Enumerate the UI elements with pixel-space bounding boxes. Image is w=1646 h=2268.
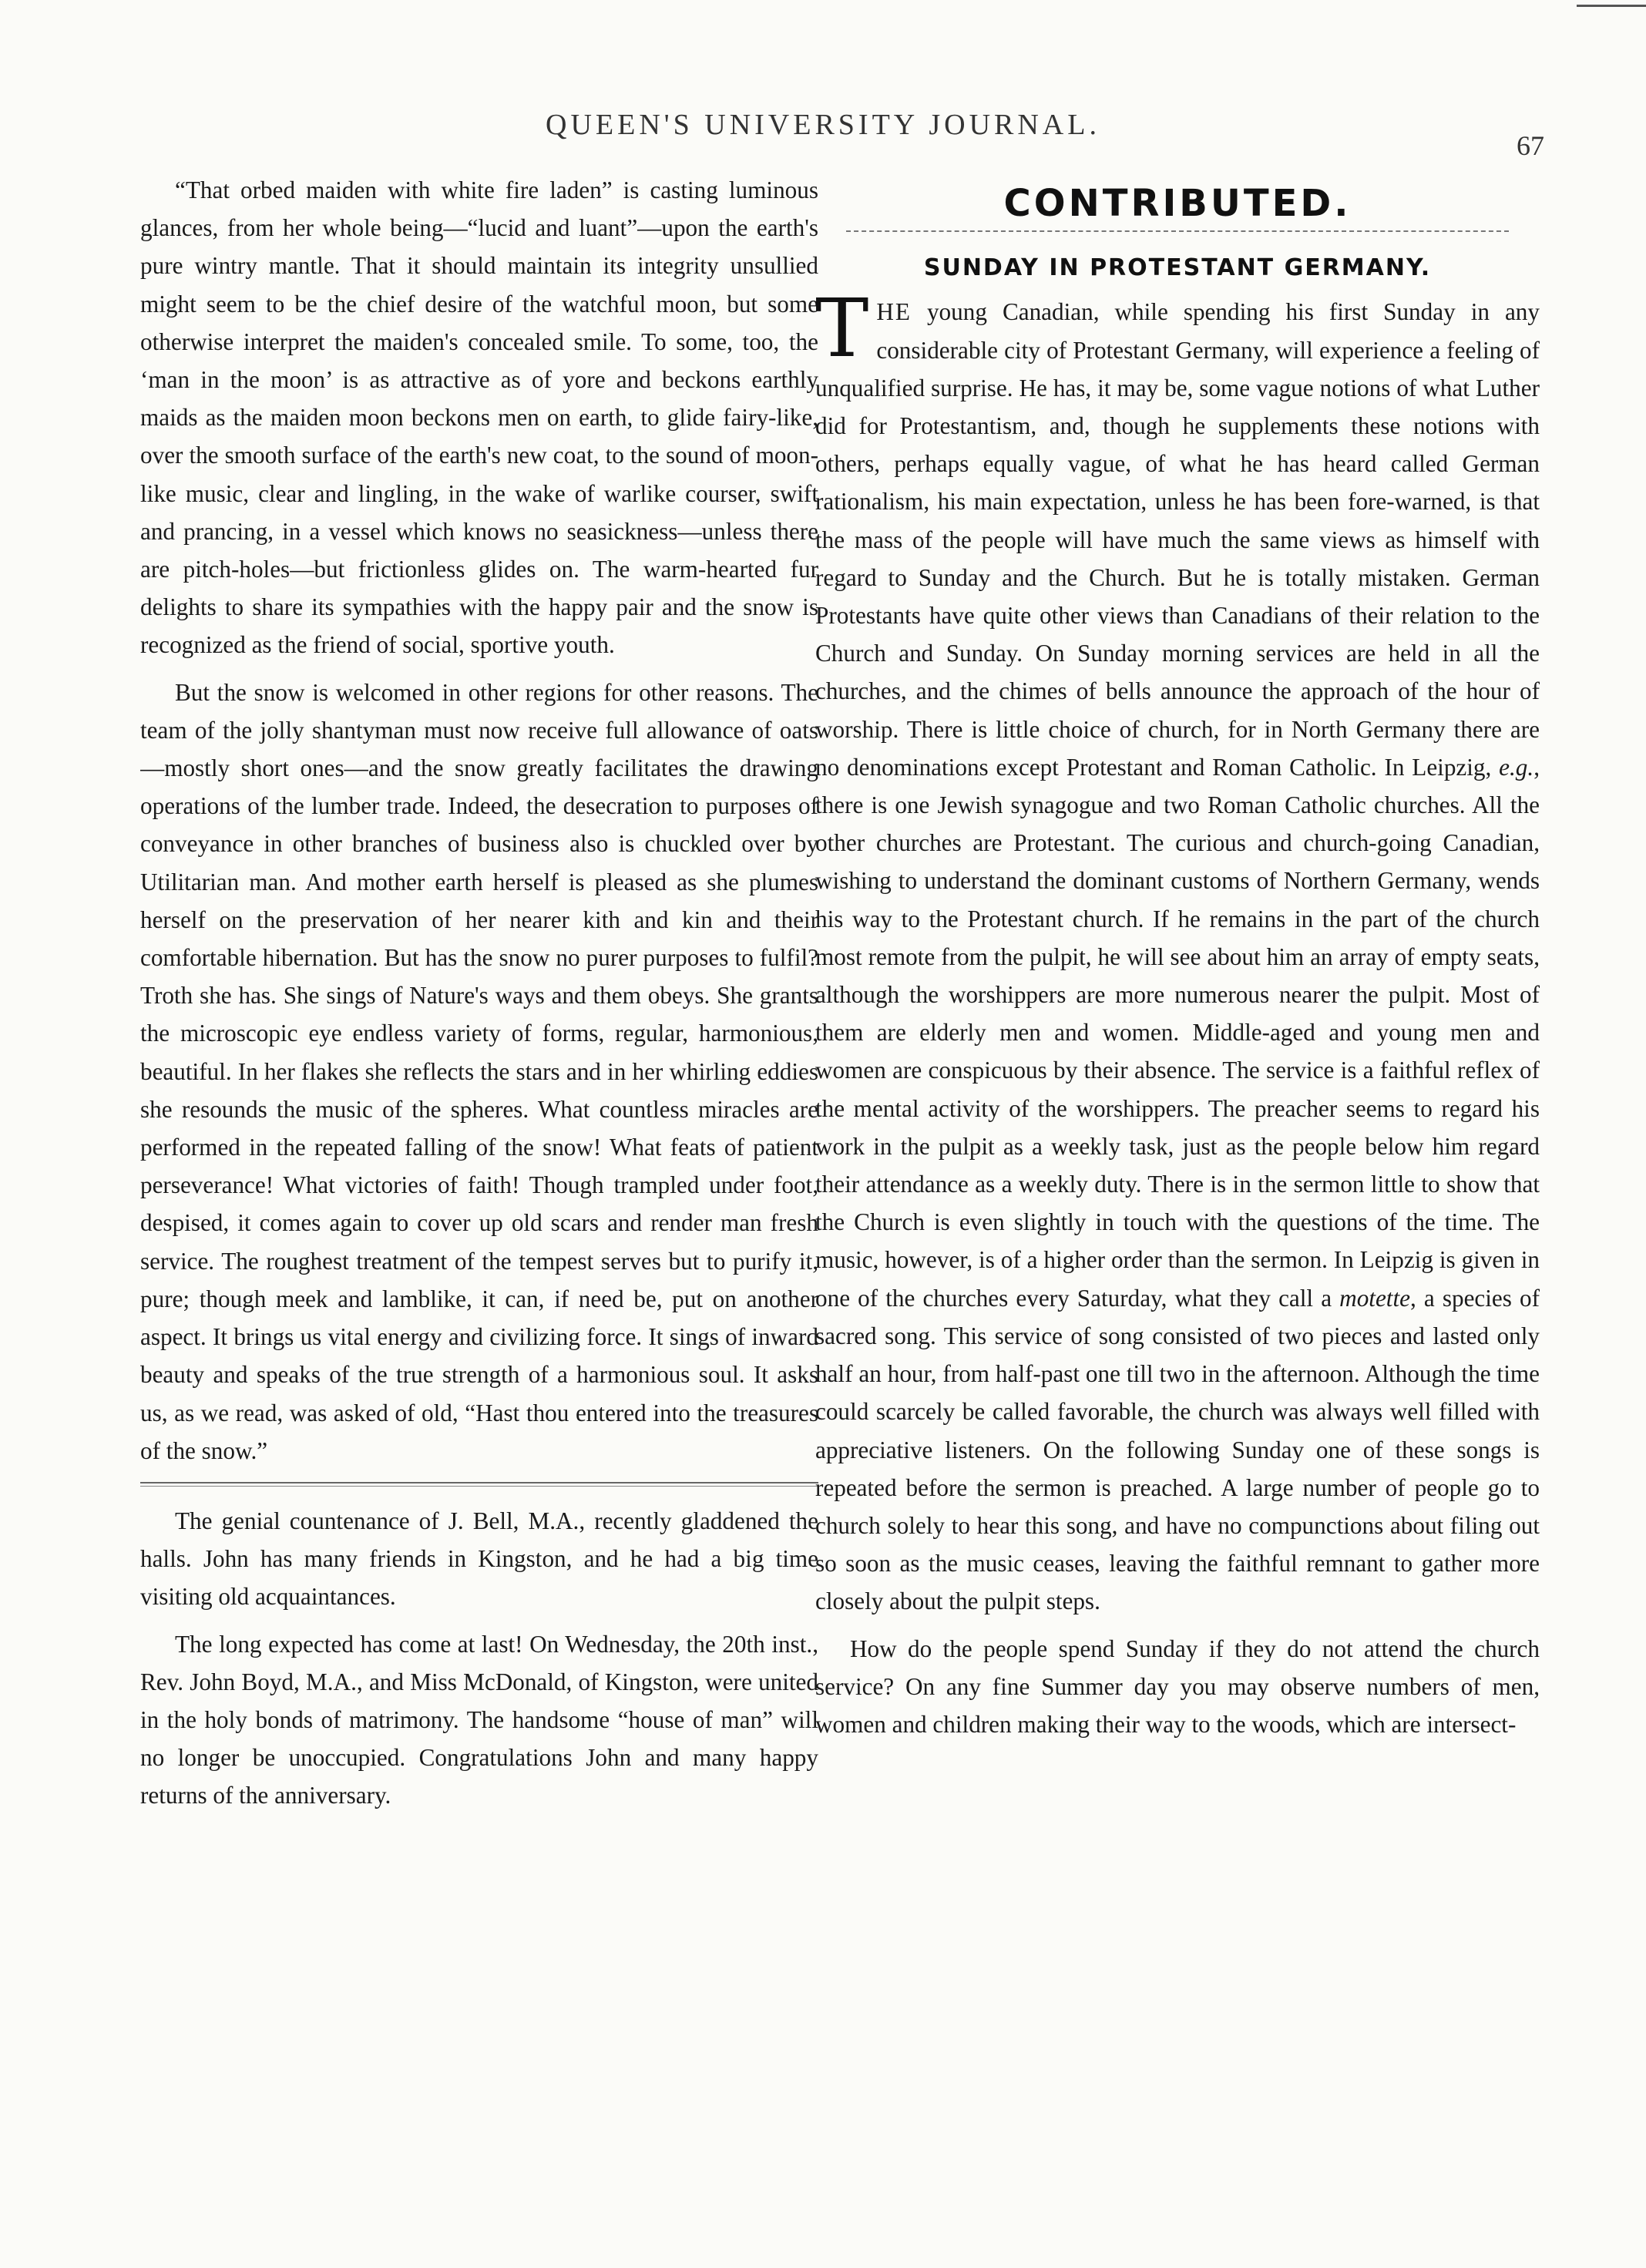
article-paragraph-2: How do the people spend Sunday if they do not attend the church service? On any fine Summer day you may observe numbers of men, women and children making their way to the woods, which are intersect- xyxy=(815,1635,1540,1738)
snow-paragraph-2: But the snow is welcomed in other regions for other reasons. The team of the jolly shantyman must now receive full allowance of oats—mostly short ones—and the snow greatly facilitates the drawing operations of the lumber trade. Indeed, the desecration to purposes of conveyance in other branches of business also is chuckled over by Utilitarian man. And mother earth herself is pleased as she plumes herself on the preservation of her nearer kith and kin and their comfortable hibernation. But has the snow no purer purposes to fulfil? Troth she has. She sings of Nature's ways and them obeys. She grants the microscopic eye endless variety of forms, regular, harmonious, beautiful. In her flakes she reflects the stars and in her whirling eddies she resounds the music of the spheres. What countless miracles are performed in the repeated falling of the snow! What feats of patient perseverance! What victories of faith! Though trampled under foot, despised, it comes again to cover up old scars and render man fresh service. The roughest treatment of the tempest serves but to purify it, pure; though meek and lamblike, it can, if need be, put on another aspect. It brings us vital energy and civilizing force. It sings of inward beauty and speaks of the true strength of a harmonious soul. It asks us, as we read, was asked of old, “Hast thou entered into the treasures of the snow.” xyxy=(140,678,818,1464)
personal-note-bell: The genial countenance of J. Bell, M.A., recently gladdened the halls. John has many friends in Kingston, and he had a big time visiting old acquaintances. xyxy=(140,1507,818,1611)
section-divider xyxy=(140,1482,818,1487)
heading-rule xyxy=(846,230,1509,232)
left-column xyxy=(140,171,818,2175)
article-text-c: , a species of sacred song. This service of song consisted of two pieces and lasted only half an hour, from half-past one till two in the afternoon. Although the time could scarcely be called favorable, the church was always well filled with appreciative listeners. On the following Sunday one of these songs is repeated before the sermon is preached. A large number of people go to church solely to hear this song, and have no compunctions about filing out so soon as the music ceases, leaving the faithful remnant to gather more closely about the pulpit steps. xyxy=(815,1284,1540,1615)
drop-cap: T xyxy=(815,281,869,376)
running-head: QUEEN'S UNIVERSITY JOURNAL. xyxy=(546,109,1100,141)
page-number: 67 xyxy=(1517,130,1544,161)
article-title: SUNDAY IN PROTESTANT GERMANY. xyxy=(923,254,1432,282)
article-abbrev-eg: e.g. xyxy=(1499,753,1534,781)
article-text-a: young Canadian, while spending his first Sunday in any considerable city of Protestant Germany, will experience a feeling of unqualified surprise. He has, it may be, some vague notions of what Luther did for Protestantism, and, though he supplements these notions with others, perhaps equally vague, of what he has heard called German rationalism, his main expectation, unless he has been fore-warned, is that the mass of the people will have much the same views as himself with regard to Sunday and the Church. But he is totally mistaken. German Protestants have quite other views than Canadians of their relation to the Church and Sunday. On Sunday morning services are held in all the churches, and the chimes of bells announce the approach of the hour of worship. There is little choice of church, for in North Germany there are no denominations except Protestant and Roman Catholic. In Leipzig, xyxy=(815,298,1540,781)
snow-paragraph-1: “That orbed maiden with white fire laden” is casting luminous glances, from her whole being—“lucid and luant”—upon the earth's pure wintry mantle. That it should maintain its integrity unsullied might seem to be the chief desire of the watchful moon, but some otherwise interpret the maiden's concealed smile. To some, too, the ‘man in the moon’ is as attractive as of yore and beckons earthly maids as the maiden moon beckons men on earth, to glide fairy-like, over the smooth surface of the earth's new coat, to the sound of moon-like music, clear and lingling, in the wake of warlike courser, swift and prancing, in a vessel which knows no seasickness—unless there are pitch-holes—but frictionless glides on. The warm-hearted fur delights to share its sympathies with the happy pair and the snow is recognized as the friend of social, sportive youth. xyxy=(140,176,818,659)
article-text-b: , there is one Jewish synagogue and two Roman Catholic churches. All the other churches are Protestant. The curious and church-going Canadian, wishing to understand the dominant customs of Northern Germany, wends his way to the Protestant church. If he remains in the part of the church most remote from the pulpit, he will see about him an array of empty seats, although the worshippers are more numerous nearer the pulpit. Most of them are elderly men and women. Middle-aged and young men and women are conspicuous by their absence. The service is a faithful reflex of the mental activity of the worshippers. The preacher seems to regard his work in the pulpit as a weekly task, just as the people below him regard their attendance as a weekly duty. There is in the sermon little to show that the Church is even slightly in touch with the questions of the time. The music, however, is of a higher order than the sermon. In Leipzig is given in one of the churches every Saturday, what they call a xyxy=(815,753,1540,1312)
article-term-motette: motette xyxy=(1339,1284,1410,1312)
corner-rule xyxy=(1577,5,1646,7)
personal-note-boyd-wedding: The long expected has come at last! On Wednesday, the 20th inst., Rev. John Boyd, M.A., and Miss McDonald, of Kingston, were united in the holy bonds of matrimony. The handsome “house of man” will no longer be unoccupied. Congratulations John and many happy returns of the anniversary. xyxy=(140,1630,818,1809)
opening-small-caps: HE xyxy=(876,298,912,326)
article-paragraph-1 xyxy=(815,281,1540,1620)
right-column xyxy=(815,171,1540,2175)
section-heading-contributed: CONTRIBUTED. xyxy=(1003,182,1352,225)
